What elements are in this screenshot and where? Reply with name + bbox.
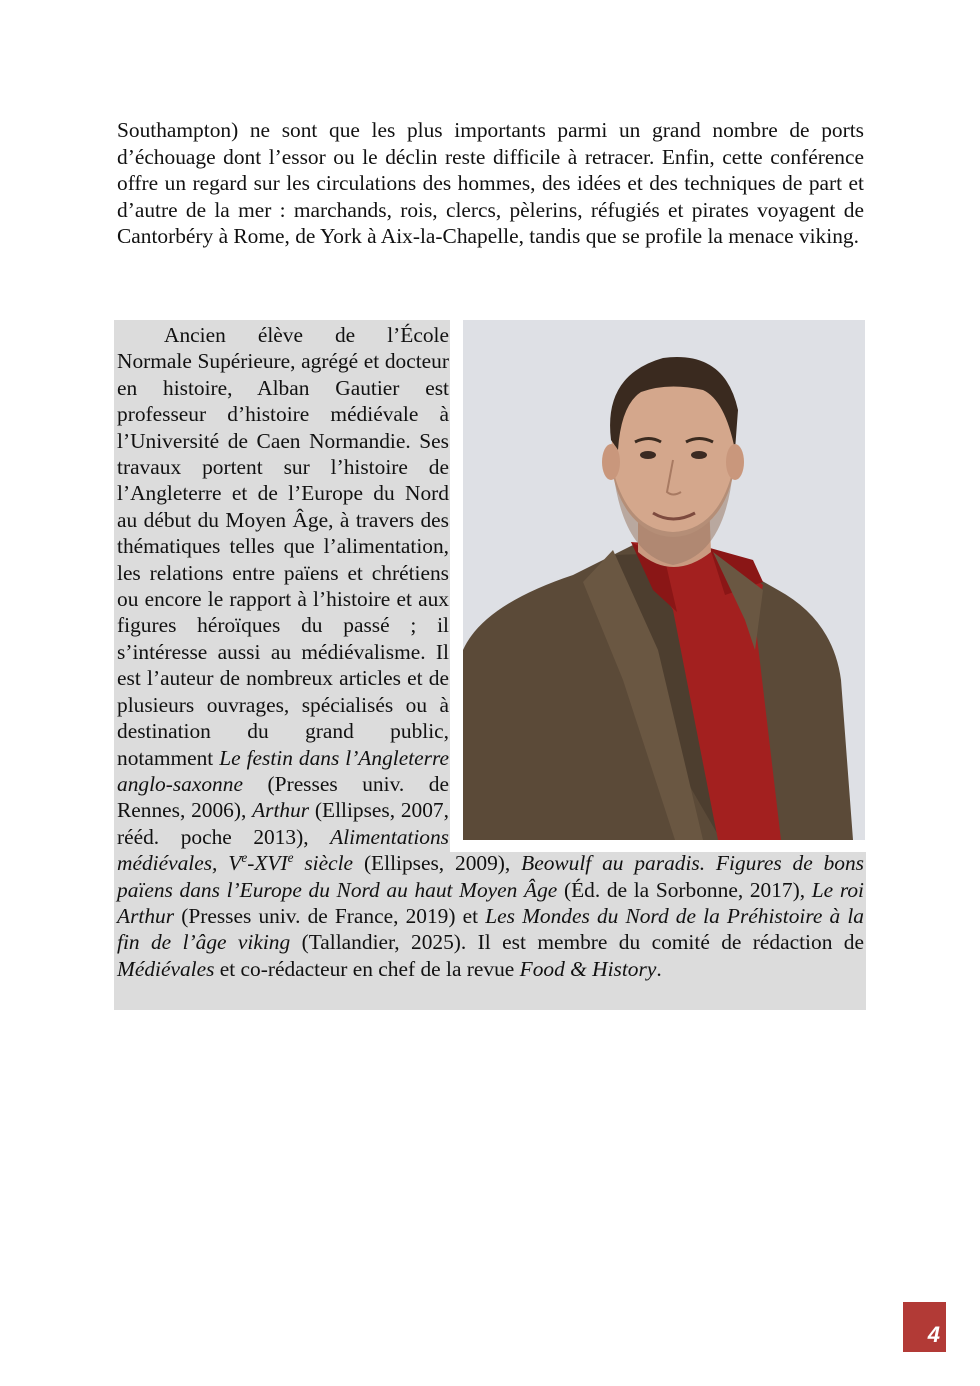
book-title-arthur: Arthur	[252, 798, 310, 823]
bio-text-9: .	[656, 956, 662, 981]
author-bio-section	[114, 320, 866, 1010]
journal-title-food-history: Food & History	[519, 956, 657, 981]
bio-text-7: (Tallandier, 2025). Il est membre du comité de rédaction de	[301, 930, 864, 955]
title-part: -XVI	[247, 851, 288, 876]
author-bio-text	[117, 322, 864, 982]
title-part: siècle	[304, 851, 354, 876]
bio-text-8: et co-rédacteur en chef de la revue	[219, 956, 515, 981]
bio-text-2: (Presses univ. de Rennes, 2006),	[117, 771, 449, 823]
intro-paragraph: Southampton) ne sont que les plus importants parmi un grand nombre de ports d’échouage dont l’essor ou le déclin reste difficile à retracer. Enfin, cette conférence offre un regard sur les circulations des hommes, des idées et des techniques de part et d’autre de la mer : marchands, rois, clercs, pèlerins, réfugiés et pirates voyagent de Cantorbéry à Rome, de York à Aix-la-Chapelle, tandis que se profile la menace viking.	[117, 118, 864, 249]
book-title-festin: Le festin dans l’Angleterre anglo-saxonne	[117, 745, 449, 796]
bio-text-5: (Éd. de la Sorbonne, 2017),	[563, 877, 806, 902]
page-number-text: 4	[927, 1322, 940, 1347]
author-portrait	[463, 320, 865, 840]
book-title-beowulf: Beowulf au paradis. Figures de bons païens dans l’Europe du Nord au haut Moyen Âge	[117, 851, 865, 902]
bio-text-6: (Presses univ. de France, 2019) et	[181, 903, 479, 928]
book-title-mondes-du-nord: Les Mondes du Nord de la Préhistoire à la fin de l’âge viking	[117, 903, 864, 955]
book-title-roi-arthur: Le roi Arthur	[117, 877, 864, 928]
title-part: Alimentations médiévales, V	[117, 824, 449, 876]
journal-title-medievales: Médiévales	[117, 956, 215, 981]
bio-text-1: Ancien élève de l’École Normale Supérieure, agrégé et docteur en histoire, Alban Gautier est professeur d’histoire médiévale à l’Université de Caen Normandie. Ses travaux portent sur l’histoire de l’Angleterre et de l’Europe du Nord au début du Moyen Âge, à travers des thématiques telles que l’alimentation, les relations entre païens et chrétiens ou encore le rapport à l’histoire et aux figures héroïques du passé ; il s’intéresse aussi au médiévalisme. Il est l’auteur de nombreux articles et de plusieurs ouvrages, spécialisés ou à destination du grand public, notamment	[117, 323, 449, 770]
superscript: e	[241, 850, 248, 865]
page-number	[903, 1302, 946, 1350]
superscript: e	[287, 850, 294, 865]
bio-text-4: (Ellipses, 2009),	[363, 851, 511, 876]
bio-text-3: (Ellipses, 2007, rééd. poche 2013),	[117, 798, 449, 849]
page-number-underline	[903, 1350, 946, 1352]
